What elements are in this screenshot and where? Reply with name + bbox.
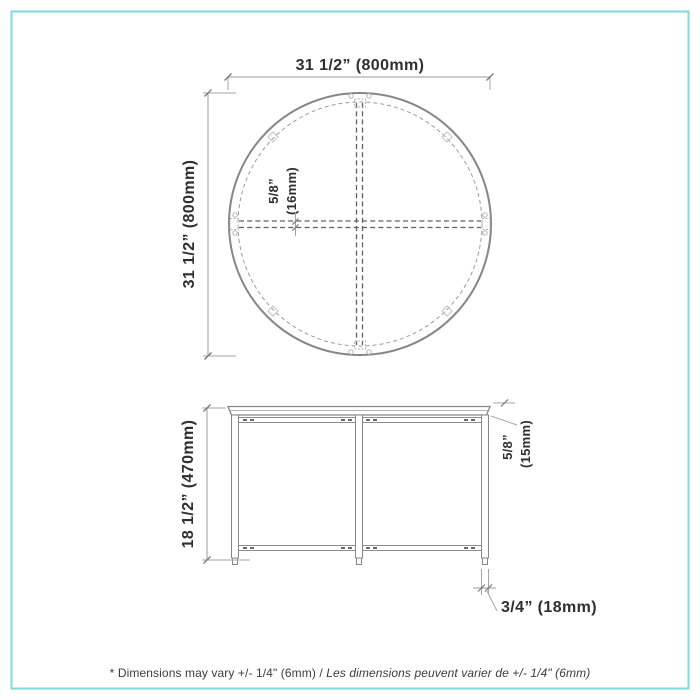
top-view <box>181 57 494 360</box>
leg-feet <box>233 558 488 565</box>
side-view <box>180 400 597 617</box>
top-width-label: 31 1/2” (800mm) <box>295 57 425 74</box>
top-thickness-label-mm: (15mm) <box>518 419 533 469</box>
tolerance-note-separator: / <box>315 666 327 680</box>
table-legs <box>232 415 489 558</box>
leg-width-callout <box>473 569 597 616</box>
tolerance-note-english: * Dimensions may vary +/- 1/4" (6mm) <box>109 666 316 680</box>
crossbar-width-label-mm: (16mm) <box>284 166 299 216</box>
top-thickness-label-inches: 5/8” <box>500 434 515 460</box>
tolerance-note <box>0 666 700 680</box>
tolerance-note-french: Les dimensions peuvent varier de +/- 1/4" (6mm) <box>326 666 591 680</box>
side-height-label: 18 1/2” (470mm) <box>180 419 197 549</box>
tabletop-side <box>228 407 490 416</box>
top-height-dimension <box>181 90 236 360</box>
top-thickness-callout <box>491 400 533 469</box>
center-leg <box>356 415 363 558</box>
crossbar-width-label-inches: 5/8” <box>266 178 281 204</box>
side-height-dimension <box>180 405 250 564</box>
top-width-dimension <box>225 57 494 90</box>
top-height-label: 31 1/2” (800mm) <box>181 159 198 289</box>
tabletop-outline <box>229 93 491 355</box>
leg-width-label: 3/4” (18mm) <box>501 599 597 616</box>
left-leg <box>232 415 239 558</box>
right-leg <box>482 415 489 558</box>
